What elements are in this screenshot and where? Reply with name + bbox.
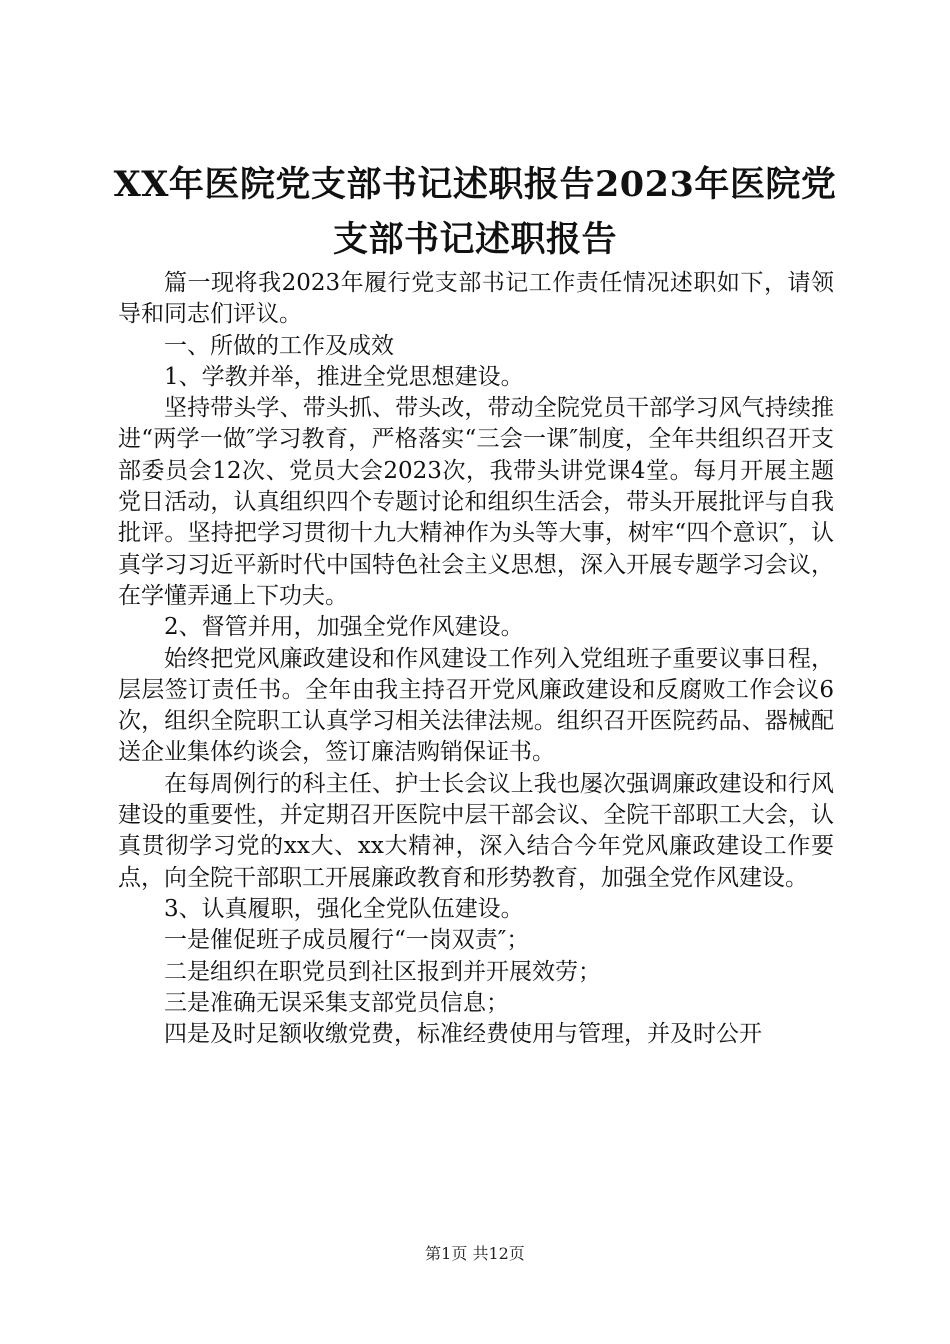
paragraph-study: 坚持带头学、带头抓、带头改，带动全院党员干部学习风气持续推进“两学一做″学习教育，严格落实“三会一课″制度，全年共组织召开支部委员会12次、党员大会2023次，我带头讲党课4堂。每月开展主题党日活动，认真组织四个专题讨论和组织生活会，带头开展批评与自我批评。坚持把学习贯彻十九大精神作为头等大事，树牢“四个意识″，认真学习习近平新时代中国特色社会主义思想，深入开展专题学习会议，在学懂弄通上下功夫。 xyxy=(118,395,834,609)
document-title-line-2: 支部书记述职报告 xyxy=(332,219,617,260)
document-body xyxy=(118,268,834,1050)
list-item-2: 二是组织在职党员到社区报到并开展效劳； xyxy=(164,958,601,985)
subheading-1: 1、学教并举，推进全党思想建设。 xyxy=(164,363,524,390)
subheading-2: 2、督管并用，加强全党作风建设。 xyxy=(164,614,524,641)
paragraph-integrity: 始终把党风廉政建设和作风建设工作列入党组班子重要议事日程，层层签订责任书。全年由我主持召开党风廉政建设和反腐败工作会议6次，组织全院职工认真学习相关法律法规。组织召开医院药品、器械配送企业集体约谈会，签订廉洁购销保证书。 xyxy=(118,645,834,766)
list-item-4: 四是及时足额收缴党费，标准经费使用与管理，并及时公开 xyxy=(164,1021,762,1048)
paragraph-intro: 篇一现将我2023年履行党支部书记工作责任情况述职如下，请领导和同志们评议。 xyxy=(118,270,834,328)
section-heading-1: 一、所做的工作及成效 xyxy=(164,332,394,359)
page-footer: 第1页 共12页 xyxy=(425,1244,525,1263)
paragraph-weekly-meetings: 在每周例行的科主任、护士长会议上我也屡次强调廉政建设和行风建设的重要性，并定期召开医院中层干部会议、全院干部职工大会，认真贯彻学习党的xx大、xx大精神，深入结合今年党风廉政建设工作要点，向全院干部职工开展廉政教育和形势教育，加强全党作风建设。 xyxy=(118,770,834,891)
subheading-3: 3、认真履职，强化全党队伍建设。 xyxy=(164,895,524,922)
list-item-3: 三是准确无误采集支部党员信息； xyxy=(164,989,509,1016)
document-title-line-1: XX年医院党支部书记述职报告2023年医院党 xyxy=(113,164,837,205)
list-item-1: 一是催促班子成员履行“一岗双责″； xyxy=(164,927,530,954)
